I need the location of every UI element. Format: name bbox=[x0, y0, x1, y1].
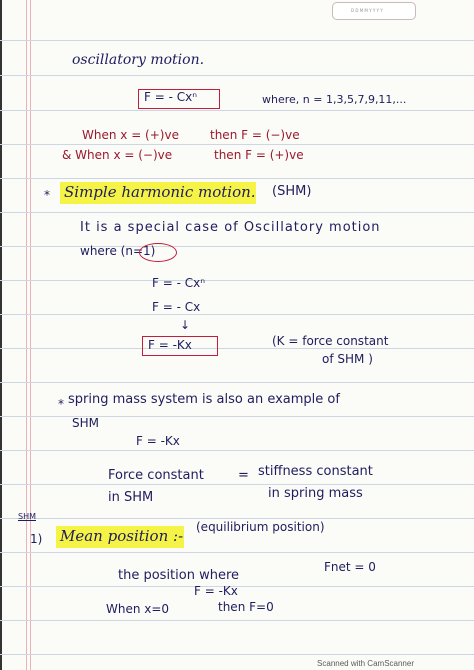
formula-line: F = - Cxⁿ bbox=[152, 276, 205, 290]
note-line: (K = force constant bbox=[272, 334, 389, 348]
text-line: = bbox=[238, 468, 249, 483]
heading-shm: Simple harmonic motion. bbox=[64, 183, 256, 201]
margin-line bbox=[26, 0, 27, 670]
text-line: in SHM bbox=[108, 490, 154, 505]
date-box-label: D D M M Y Y Y Y bbox=[351, 8, 383, 13]
text-line: Force constant bbox=[108, 468, 204, 483]
where-text: where, n = 1,3,5,7,9,11,... bbox=[262, 93, 407, 106]
text-line: then F = (+)ve bbox=[214, 148, 304, 162]
text-line: the position where bbox=[118, 568, 240, 583]
side-label: SHM bbox=[18, 512, 36, 521]
formula-text: F = - Cxⁿ bbox=[144, 90, 197, 104]
bullet-icon: * bbox=[58, 397, 64, 411]
text-line: then F = (−)ve bbox=[210, 128, 300, 142]
text-line: & When x = (−)ve bbox=[62, 148, 173, 162]
bullet-icon: * bbox=[44, 188, 50, 202]
heading-mean-position-suffix: (equilibrium position) bbox=[196, 520, 325, 534]
note-line: of SHM ) bbox=[322, 352, 373, 366]
text-line: then F=0 bbox=[218, 600, 274, 614]
text-line: SHM bbox=[72, 416, 99, 430]
formula-line: F = - Cx bbox=[152, 300, 201, 314]
text-line: where (n=1) bbox=[80, 244, 156, 258]
text-line: When x = (+)ve bbox=[82, 128, 179, 142]
formula-line: F = -Kx bbox=[136, 434, 180, 448]
margin-line-2 bbox=[30, 0, 31, 670]
formula-line: F = -Kx bbox=[194, 584, 238, 598]
text-line: oscillatory motion. bbox=[72, 52, 205, 68]
text-line: spring mass system is also an example of bbox=[68, 392, 340, 407]
down-arrow-icon: ↓ bbox=[180, 318, 191, 332]
heading-shm-suffix: (SHM) bbox=[272, 184, 312, 199]
date-box bbox=[332, 2, 416, 20]
text-line: in spring mass bbox=[268, 486, 363, 501]
page-edge-shadow bbox=[0, 0, 2, 670]
scanner-watermark: Scanned with CamScanner bbox=[317, 659, 414, 668]
text-line: It is a special case of Oscillatory motion bbox=[80, 220, 381, 235]
list-number: 1) bbox=[30, 532, 43, 546]
formula-line: F = -Kx bbox=[148, 338, 192, 352]
text-line: stiffness constant bbox=[258, 464, 373, 479]
text-line: When x=0 bbox=[106, 602, 170, 616]
heading-mean-position: Mean position :- bbox=[60, 527, 184, 545]
circled-n bbox=[139, 243, 177, 262]
text-line: Fnet = 0 bbox=[324, 560, 376, 574]
